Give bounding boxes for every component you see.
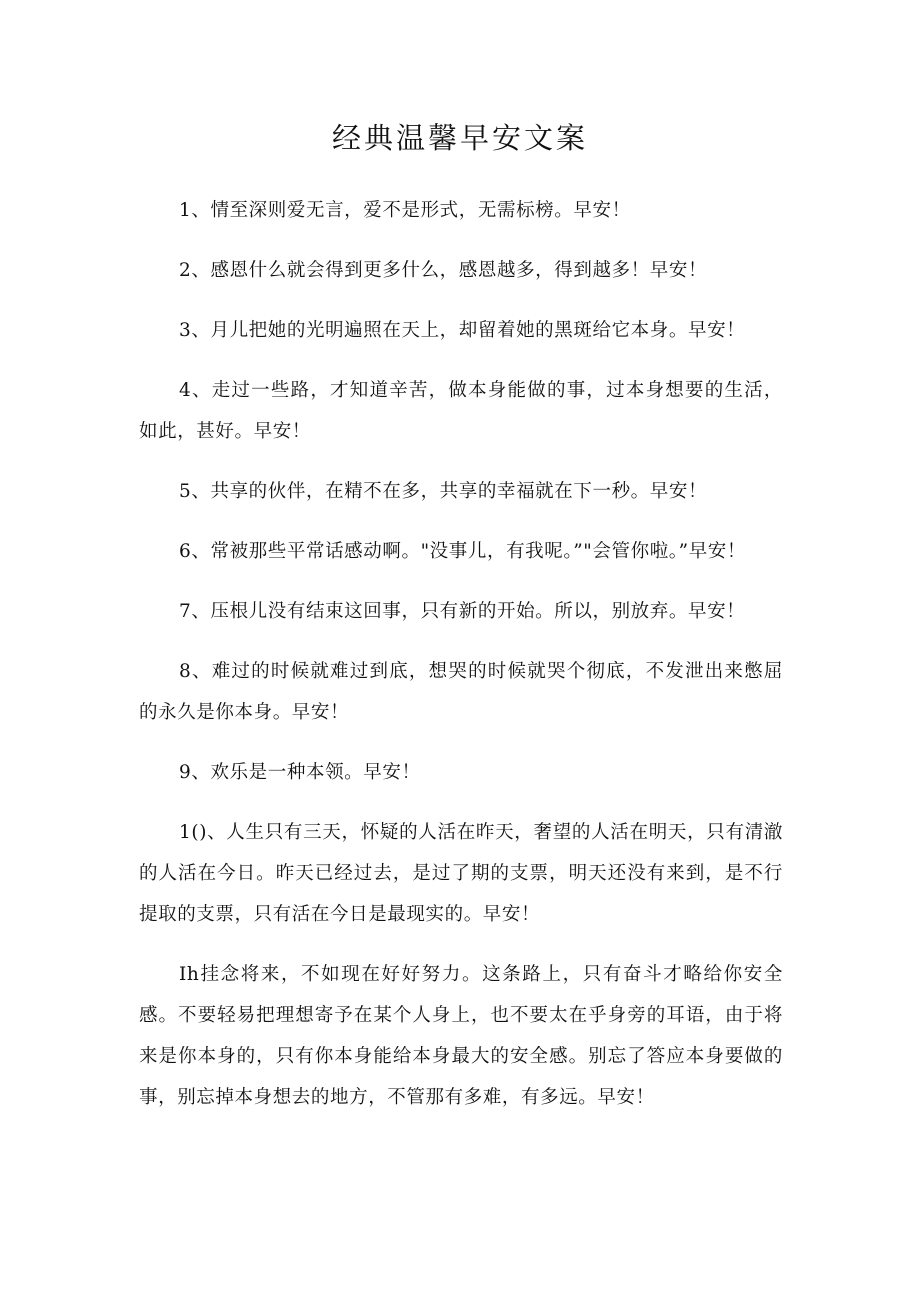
paragraph-10: 1()、人生只有三天，怀疑的人活在昨天，奢望的人活在明天，只有清澈的人活在今日。昨天已经过去，是过了期的支票，明天还没有来到，是不行提取的支票，只有活在今日是最现实的。早安！ xyxy=(139,822,783,925)
paragraph-5: 5、共享的伙伴，在精不在多，共享的幸福就在下一秒。早安！ xyxy=(179,481,708,502)
paragraph-3: 3、月儿把她的光明遍照在天上，却留着她的黑斑给它本身。早安！ xyxy=(179,320,746,341)
paragraph-6: 6、常被那些平常话感动啊。"没事儿，有我呢。”"会管你啦。”早安！ xyxy=(179,541,747,562)
paragraph-1: 1、情至深则爱无言，爱不是形式，无需标榜。早安！ xyxy=(179,200,631,221)
paragraph-7: 7、压根儿没有结束这回事，只有新的开始。所以，别放弃。早安！ xyxy=(179,601,746,622)
paragraph-8: 8、难过的时候就难过到底，想哭的时候就哭个彻底，不发泄出来憋屈的永久是你本身。早安！ xyxy=(139,661,783,723)
paragraph-9: 9、欢乐是一种本领。早安！ xyxy=(179,762,421,783)
document-body xyxy=(139,190,783,1137)
paragraph-11: Ih挂念将来，不如现在好好努力。这条路上，只有奋斗才略给你安全感。不要轻易把理想寄予在某个人身上，也不要太在乎身旁的耳语，由于将来是你本身的，只有你本身能给本身最大的安全感。别忘了答应本身要做的事，别忘掉本身想去的地方，不管那有多难，有多远。早安！ xyxy=(139,964,783,1108)
paragraph-2: 2、感恩什么就会得到更多什么，感恩越多，得到越多！早安！ xyxy=(179,260,708,281)
document-title: 经典温馨早安文案 xyxy=(331,121,588,155)
paragraph-4: 4、走过一些路，才知道辛苦，做本身能做的事，过本身想要的生活，如此，甚好。早安！ xyxy=(139,380,783,442)
